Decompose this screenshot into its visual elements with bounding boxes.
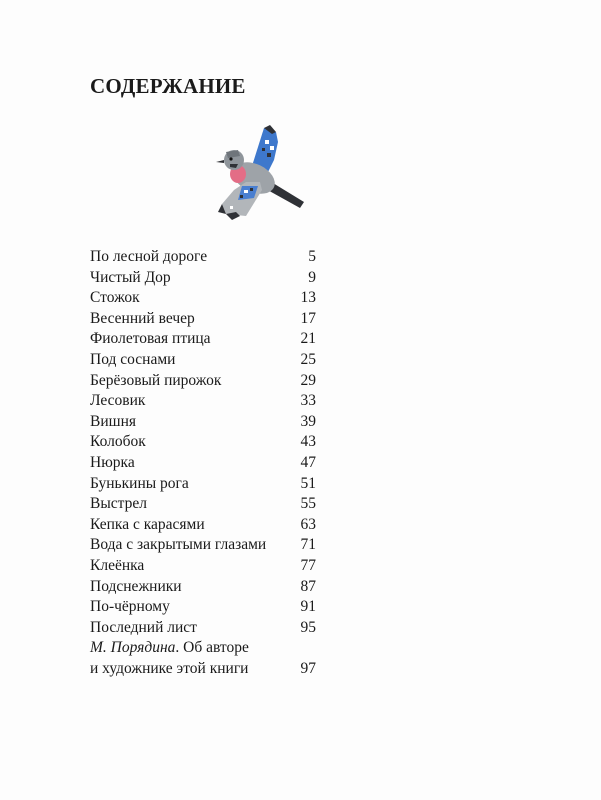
toc-entry-page: 47 xyxy=(300,453,316,471)
toc-entry-title: Бунькины рога xyxy=(90,474,189,492)
toc-entry-page: 91 xyxy=(300,598,316,616)
toc-entry-title: По-чёрному xyxy=(90,598,170,616)
toc-entry-title: Колобок xyxy=(90,433,146,451)
toc-entry-title: Последний лист xyxy=(90,618,197,636)
toc-entry[interactable] xyxy=(90,350,316,371)
toc-entry-title: Весенний вечер xyxy=(90,309,195,327)
toc-entry-page: 17 xyxy=(300,309,316,327)
afterword-line-2 xyxy=(90,659,316,680)
afterword-line-1 xyxy=(90,638,316,659)
table-of-contents xyxy=(90,247,316,679)
toc-entry-title: Стожок xyxy=(90,289,140,307)
toc-entry-page: 51 xyxy=(300,474,316,492)
toc-entry[interactable] xyxy=(90,618,316,639)
toc-entry[interactable] xyxy=(90,432,316,453)
toc-entry-page: 9 xyxy=(308,268,316,286)
toc-entry[interactable] xyxy=(90,412,316,433)
toc-entry-title: Вода с закрытыми глазами xyxy=(90,536,267,554)
toc-entry-title: Клеёнка xyxy=(90,556,145,574)
toc-entry[interactable] xyxy=(90,494,316,515)
toc-entry[interactable] xyxy=(90,329,316,350)
toc-entry-title: Кепка с карасями xyxy=(90,515,205,533)
toc-entry[interactable] xyxy=(90,556,316,577)
toc-entry[interactable] xyxy=(90,288,316,309)
toc-entry-page: 29 xyxy=(300,371,316,389)
toc-entry-page: 63 xyxy=(300,515,316,533)
toc-entry[interactable] xyxy=(90,577,316,598)
afterword-author: М. Порядина xyxy=(90,639,176,657)
toc-entry-page: 5 xyxy=(308,248,316,265)
toc-entry[interactable] xyxy=(90,391,316,412)
toc-entry[interactable] xyxy=(90,371,316,392)
toc-entry-page: 77 xyxy=(300,556,316,574)
afterword-page: 97 xyxy=(300,659,316,677)
toc-entry-page: 95 xyxy=(300,618,316,636)
page-title: СОДЕРЖАНИЕ xyxy=(90,74,246,98)
bird-jay-icon xyxy=(212,120,312,222)
toc-entry-title: Под соснами xyxy=(90,350,176,368)
toc-entry-title: Фиолетовая птица xyxy=(90,330,211,348)
toc-entry[interactable] xyxy=(90,268,316,289)
toc-entry-title: Подснежники xyxy=(90,577,182,595)
toc-entry-page: 39 xyxy=(300,412,316,430)
afterword-title-part2: и художнике этой книги xyxy=(90,659,249,677)
toc-entry-afterword[interactable] xyxy=(90,638,316,679)
toc-entry-title: Вишня xyxy=(90,412,136,430)
toc-entry-title: По лесной дороге xyxy=(90,248,208,265)
toc-entry-page: 55 xyxy=(300,495,316,513)
toc-entry-page: 13 xyxy=(300,289,316,307)
toc-entry[interactable] xyxy=(90,597,316,618)
toc-entry-title: Чистый Дор xyxy=(90,268,171,286)
toc-entry-page: 25 xyxy=(300,350,316,368)
toc-entry-page: 33 xyxy=(300,392,316,410)
toc-entry[interactable] xyxy=(90,474,316,495)
toc-entry-title: Нюрка xyxy=(90,453,135,471)
toc-entry[interactable] xyxy=(90,515,316,536)
toc-entry-title: Выстрел xyxy=(90,495,147,513)
toc-entry[interactable] xyxy=(90,309,316,330)
toc-entry-page: 21 xyxy=(300,330,316,348)
toc-entry[interactable] xyxy=(90,535,316,556)
toc-entry-title: Лесовик xyxy=(90,392,146,410)
toc-entry[interactable] xyxy=(90,453,316,474)
afterword-title-part1: . Об авторе xyxy=(175,639,249,657)
toc-entry-title: Берёзовый пирожок xyxy=(90,371,222,389)
toc-entry-page: 71 xyxy=(300,536,316,554)
toc-entry-page: 43 xyxy=(300,433,316,451)
toc-entry[interactable] xyxy=(90,247,316,268)
toc-entry-page: 87 xyxy=(300,577,316,595)
